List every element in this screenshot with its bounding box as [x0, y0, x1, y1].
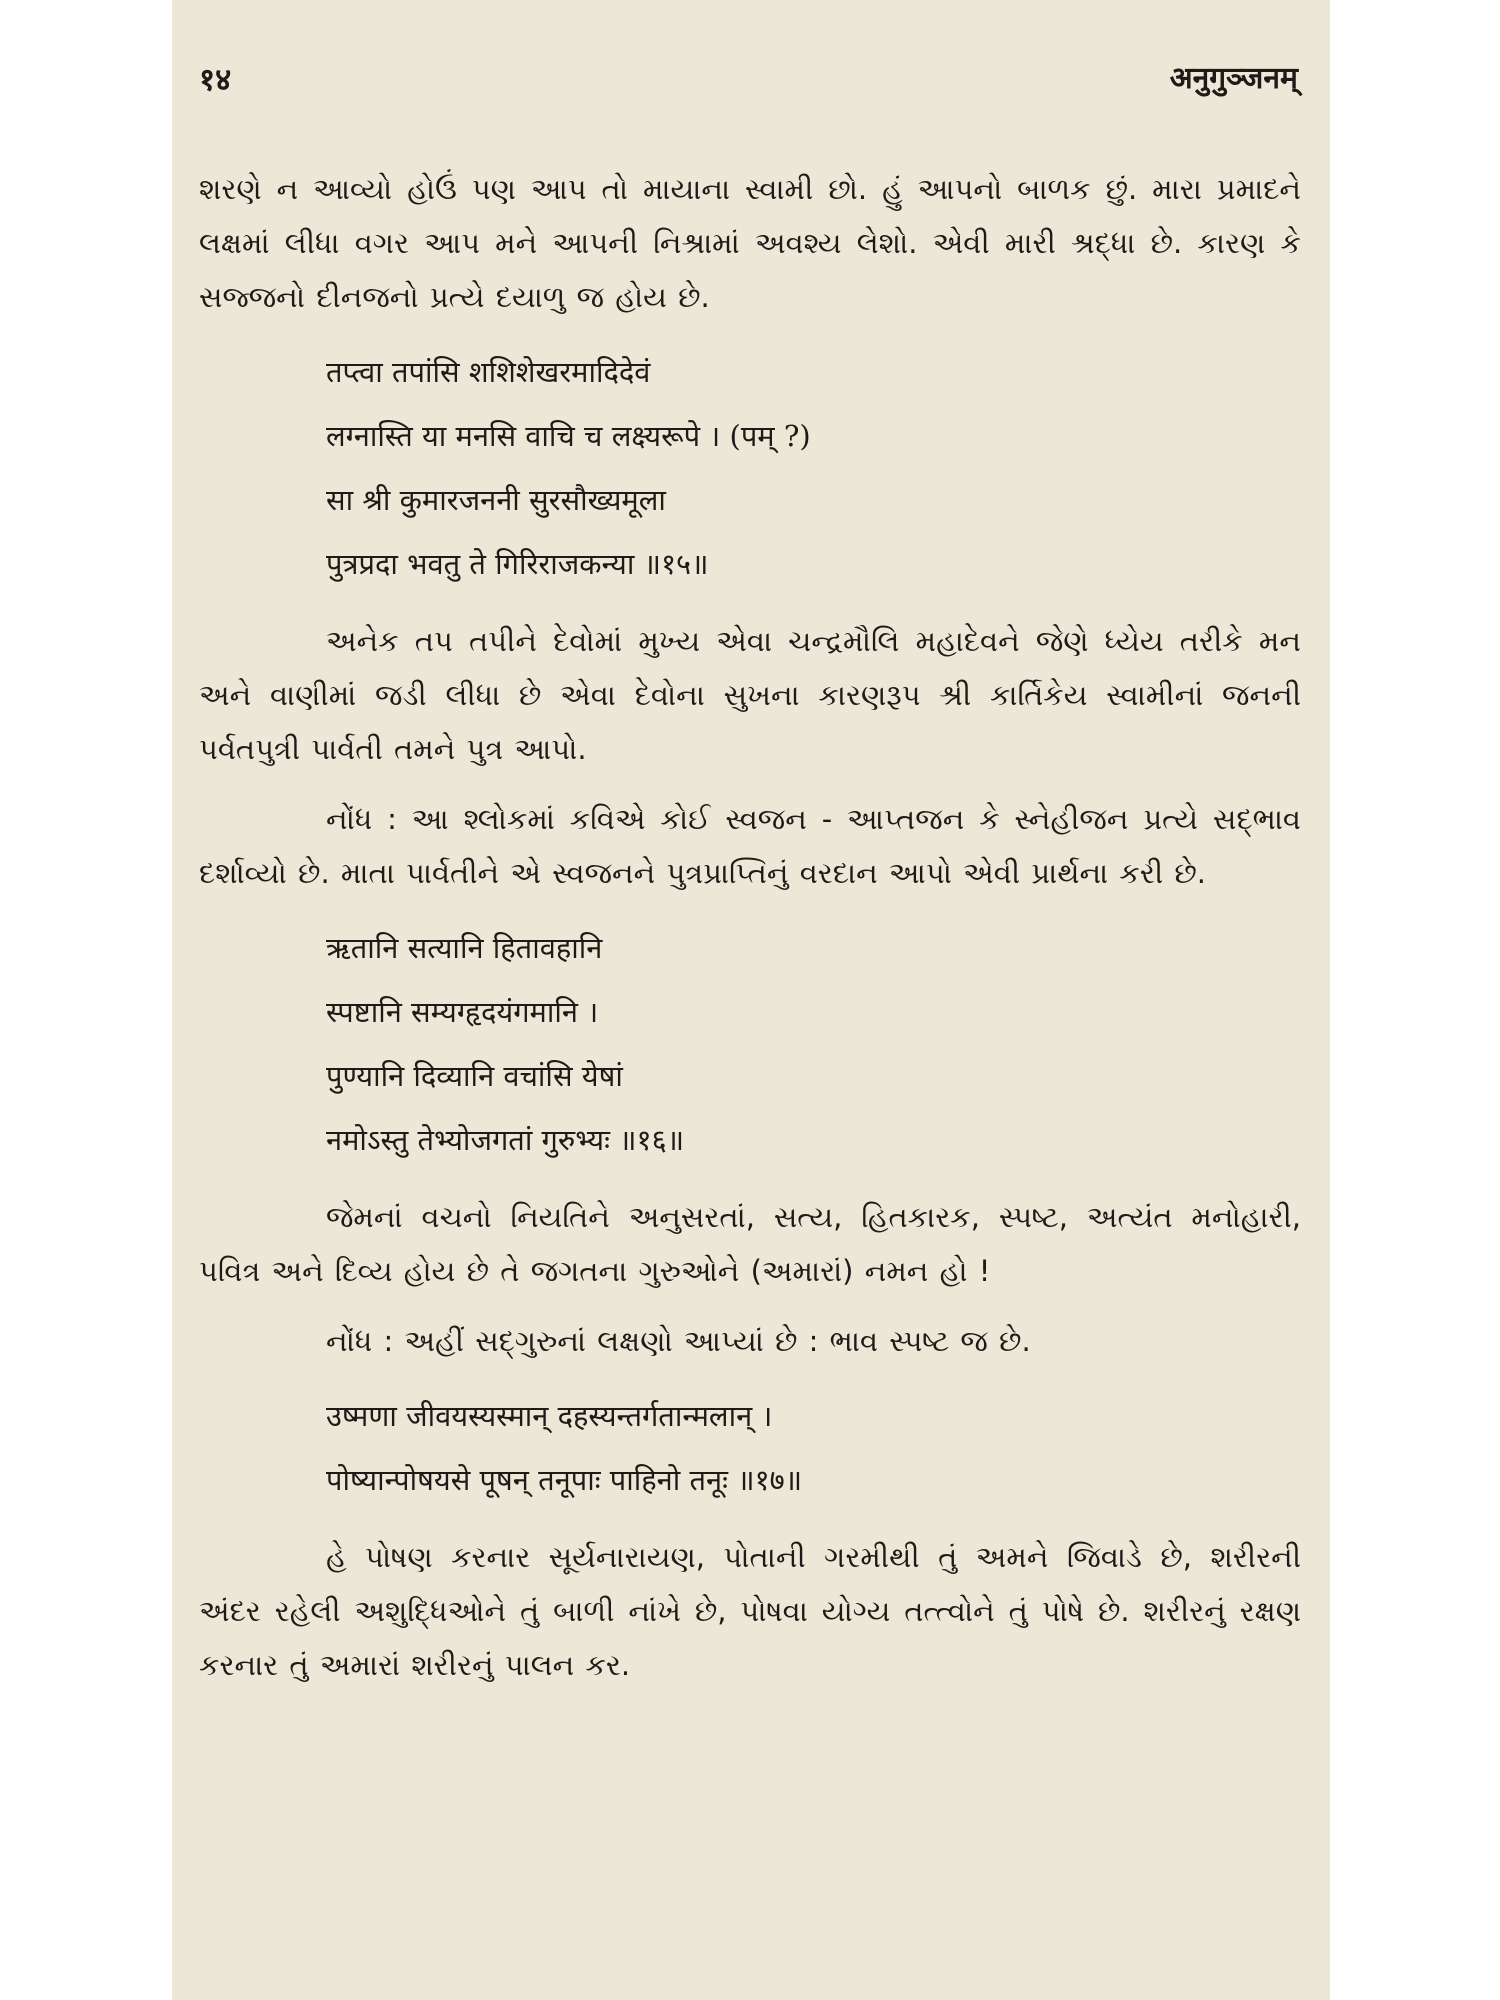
book-page	[172, 0, 1330, 2000]
verse-line: ऋतानि सत्यानि हितावहानि	[326, 931, 603, 965]
running-title: अनुगुञ्जनम्	[1169, 61, 1298, 96]
verse-15	[199, 340, 1301, 596]
verse-line: स्पष्टानि सम्यग्हृदयंगमानि ।	[326, 995, 599, 1029]
page-number: १४	[199, 62, 232, 98]
verse-line: सा श्री कुमारजननी सुरसौख्यमूला	[326, 483, 666, 517]
page-body	[199, 162, 1301, 1708]
paragraph-note-15: નોંધ : આ શ્લોકમાં કવિએ કોઈ સ્વજન - આપ્તજન કે સ્નેહીજન પ્રત્યે સદ્ભાવ દર્શાવ્યો છે. માતા પાર્વતીને એ સ્વજનને પુત્રપ્રાપ્તિનું વરદાન આપો એવી પ્રાર્થના કરી છે.	[199, 802, 1301, 890]
verse-line: लग्नास्ति या मनसि वाचि च लक्ष्यरूपे । (पम् ?)	[326, 419, 811, 453]
paragraph-intro: શરણે ન આવ્યો હોઉં પણ આપ તો માયાના સ્વામી છો. હું આપનો બાળક છું. મારા પ્રમાદને લક્ષમાં લીધા વગર આપ મને આપની નિશ્રામાં અવશ્ય લેશો. એવી મારી શ્રદ્ધા છે. કારણ કે સજ્જનો દીનજનો પ્રત્યે દયાળુ જ હોય છે.	[199, 172, 1301, 314]
verse-line: पोष्यान्पोषयसे पूषन् तनूपाः पाहिनो तनूः ॥१७॥	[326, 1463, 803, 1497]
paragraph-translation-17: હે પોષણ કરનાર સૂર્યનારાયણ, પોતાની ગરમીથી તું અમને જિવાડે છે, શરીરની અંદર રહેલી અશુદ્ધિઓને તું બાળી નાંખે છે, પોષવા યોગ્ય તત્ત્વોને તું પોષે છે. શરીરનું રક્ષણ કરનાર તું અમારાં શરીરનું પાલન કર.	[199, 1540, 1301, 1682]
paragraph-translation-16: જેમનાં વચનો નિયતિને અનુસરતાં, સત્ય, હિતકારક, સ્પષ્ટ, અત્યંત મનોહારી, પવિત્ર અને દિવ્ય હોય છે તે જગતના ગુરુઓને (અમારાં) નમન હો !	[199, 1200, 1301, 1288]
paragraph-note-16: નોંધ : અહીં સદ્ગુરુનાં લક્ષણો આપ્યાં છે : ભાવ સ્પષ્ટ જ છે.	[326, 1324, 1031, 1358]
verse-line: तप्त्वा तपांसि शशिशेखरमादिदेवं	[326, 355, 651, 389]
verse-line: उष्मणा जीवयस्यस्मान् दहस्यन्तर्गतान्मलान् ।	[326, 1399, 773, 1433]
verse-line: नमोऽस्तु तेभ्योजगतां गुरुभ्यः ॥१६॥	[326, 1123, 685, 1157]
paragraph-translation-15: અનેક તપ તપીને દેવોમાં મુખ્ય એવા ચન્દ્રમૌલિ મહાદેવને જેણે ધ્યેય તરીકે મન અને વાણીમાં જડી લીધા છે એવા દેવોના સુખના કારણરૂપ શ્રી કાર્તિકેય સ્વામીનાં જનની પર્વતપુત્રી પાર્વતી તમને પુત્ર આપો.	[199, 624, 1301, 766]
verse-line: पुत्रप्रदा भवतु ते गिरिराजकन्या ॥१५॥	[326, 547, 709, 581]
verse-16	[199, 916, 1301, 1172]
verse-line: पुण्यानि दिव्यानि वचांसि येषां	[326, 1059, 623, 1093]
verse-17	[199, 1384, 1301, 1512]
